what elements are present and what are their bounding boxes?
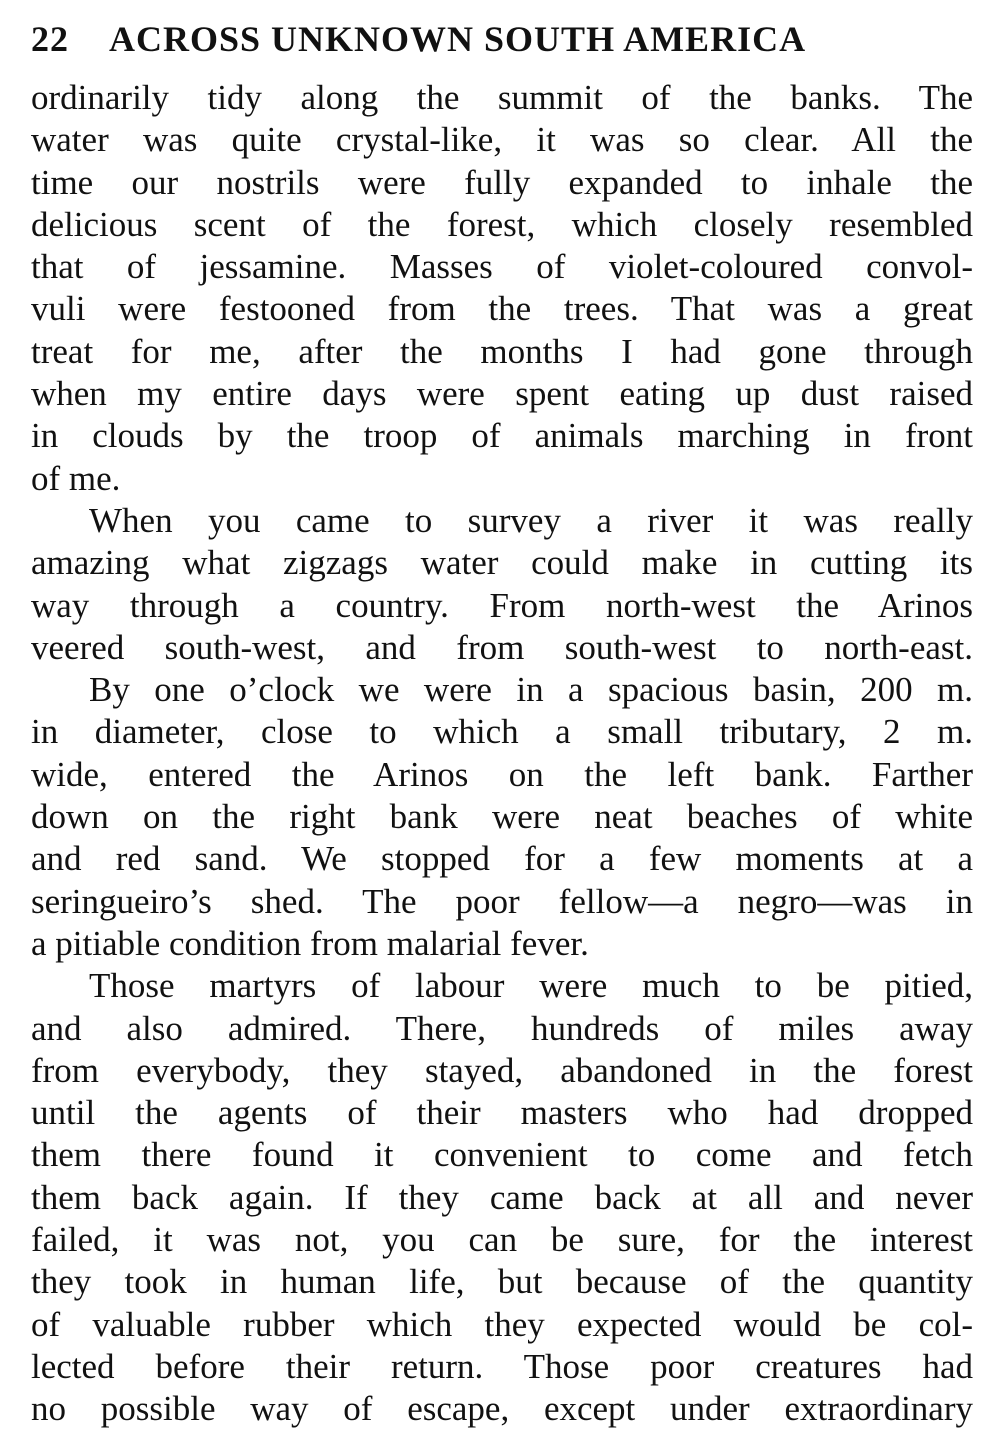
text-line: down on the right bank were neat beaches of white [31,797,973,837]
running-head [31,14,973,70]
text-line: and also admired. There, hundreds of miles away [31,1008,973,1048]
text-line: and red sand. We stopped for a few moments at a [31,839,973,879]
text-line: wide, entered the Arinos on the left bank. Farther [31,754,973,794]
text-line: until the agents of their masters who had dropped [31,1093,973,1133]
text-line: no possible way of escape, except under extraordinary [31,1389,973,1429]
text-line: water was quite crystal-like, it was so clear. All the [31,120,973,160]
text-line: that of jessamine. Masses of violet-coloured convol- [31,247,973,287]
text-line: vuli were festooned from the trees. That was a great [31,289,973,329]
text-line: in clouds by the troop of animals marching in front [31,416,973,456]
text-line: seringueiro’s shed. The poor fellow—a negro—was in [31,881,973,921]
text-line: amazing what zigzags water could make in cutting its [31,543,973,583]
text-line: way through a country. From north-west the Arinos [31,585,973,625]
text-line: lected before their return. Those poor creatures had [31,1346,973,1386]
text-line: delicious scent of the forest, which closely resembled [31,204,973,244]
book-title: ACROSS UNKNOWN SOUTH AMERICA [109,19,807,59]
page-number: 22 [31,19,69,59]
text-line: failed, it was not, you can be sure, for the interest [31,1220,973,1260]
text-line: in diameter, close to which a small tributary, 2 m. [31,712,973,752]
text-line: By one o’clock we were in a spacious basin, 200 m. [89,670,973,710]
text-line: they took in human life, but because of the quantity [31,1262,973,1302]
paragraph-2 [31,500,973,669]
body-text [31,77,973,1431]
text-line: of me. [31,458,121,498]
paragraph-1 [31,77,973,500]
book-page [31,14,973,1431]
text-line: When you came to survey a river it was really [89,500,973,540]
paragraph-4 [31,965,973,1430]
text-line: treat for me, after the months I had gone through [31,331,973,371]
text-line: when my entire days were spent eating up dust raised [31,374,973,414]
text-line: of valuable rubber which they expected would be col- [31,1304,973,1344]
text-line: Those martyrs of labour were much to be pitied, [89,966,973,1006]
text-line: a pitiable condition from malarial fever. [31,923,589,963]
text-line: them there found it convenient to come and fetch [31,1135,973,1175]
text-line: time our nostrils were fully expanded to inhale the [31,162,973,202]
paragraph-3 [31,669,973,965]
text-line: from everybody, they stayed, abandoned in the forest [31,1050,973,1090]
text-line: them back again. If they came back at all and never [31,1177,973,1217]
text-line: veered south-west, and from south-west to north-east. [31,627,973,667]
text-line: ordinarily tidy along the summit of the banks. The [31,78,973,117]
